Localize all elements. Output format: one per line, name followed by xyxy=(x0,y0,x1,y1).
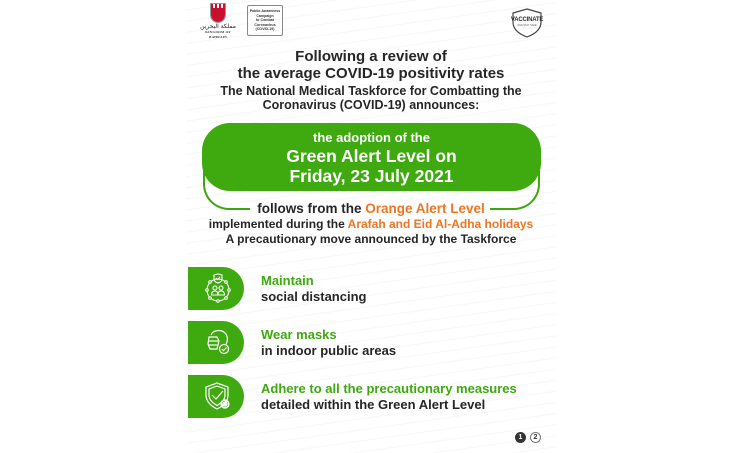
announcement-line-2: Green Alert Level on xyxy=(286,146,457,166)
follows-text xyxy=(186,201,556,247)
measure-text xyxy=(261,381,517,413)
headline-line-3: The National Medical Taskforce for Combatting the xyxy=(220,84,522,98)
vaccinate-subtitle: AND STAY SAFE xyxy=(517,24,537,27)
vaccinate-badge xyxy=(510,8,544,38)
social-distancing-icon xyxy=(203,273,233,303)
campaign-line: Coronavirus xyxy=(254,22,276,27)
headline-line-4: Coronavirus (COVID-19) announces: xyxy=(262,98,480,112)
follows-line-1 xyxy=(186,201,556,217)
logo-arabic-text: مملكة البحرين xyxy=(200,23,236,30)
announcement-line-1: the adoption of the xyxy=(313,130,430,145)
measure-icon-tab xyxy=(188,267,244,310)
campaign-line: Public Awareness xyxy=(249,9,281,13)
shield-outline-icon xyxy=(510,8,544,38)
campaign-logo-box xyxy=(247,5,283,36)
measure-description: detailed within the Green Alert Level xyxy=(261,397,486,412)
campaign-line: (COVID-19) xyxy=(255,27,275,32)
measure-title: Wear masks xyxy=(261,327,337,342)
announcement-date: Friday, 23 July 2021 xyxy=(289,166,454,186)
infographic-poster xyxy=(186,0,556,453)
measure-title: Maintain xyxy=(261,273,314,288)
measure-wear-masks xyxy=(186,321,556,364)
follows-line-3: A precautionary move announced by the Taskforce xyxy=(225,232,517,246)
measure-icon-tab xyxy=(188,375,244,418)
measure-description: in indoor public areas xyxy=(261,343,397,358)
implemented-prefix: implemented during the xyxy=(208,217,348,231)
pagination xyxy=(515,432,545,444)
shield-check-icon xyxy=(203,381,233,411)
follows-line-2 xyxy=(186,217,556,231)
page-1-indicator[interactable]: 1 xyxy=(515,432,526,443)
measure-title: Adhere to all the precautionary measures xyxy=(261,381,517,396)
orange-alert-level: Orange Alert Level xyxy=(365,201,485,216)
follows-prefix: follows from the xyxy=(257,201,366,216)
headline xyxy=(186,48,556,112)
face-mask-icon xyxy=(203,327,233,357)
measure-precautionary xyxy=(186,375,556,418)
measure-description: social distancing xyxy=(261,289,367,304)
measure-text xyxy=(261,273,366,305)
page-2-indicator[interactable]: 2 xyxy=(530,432,541,443)
campaign-line: to Combat xyxy=(256,18,274,23)
headline-line-1: Following a review of xyxy=(295,48,447,65)
announcement-box xyxy=(202,123,541,191)
logo-english-text: KINGDOM OF BAHRAIN xyxy=(205,30,231,39)
bahrain-emblem-icon xyxy=(211,4,225,22)
vaccinate-title: VACCINATE xyxy=(510,17,544,23)
campaign-line: Campaign xyxy=(256,13,274,18)
measure-social-distancing xyxy=(186,267,556,310)
holidays-highlight: Arafah and Eid Al-Adha holidays xyxy=(347,217,534,231)
headline-line-2: the average COVID-19 positivity rates xyxy=(237,65,505,82)
measure-text xyxy=(261,327,396,359)
measure-icon-tab xyxy=(188,321,244,364)
kingdom-of-bahrain-logo xyxy=(196,4,240,38)
